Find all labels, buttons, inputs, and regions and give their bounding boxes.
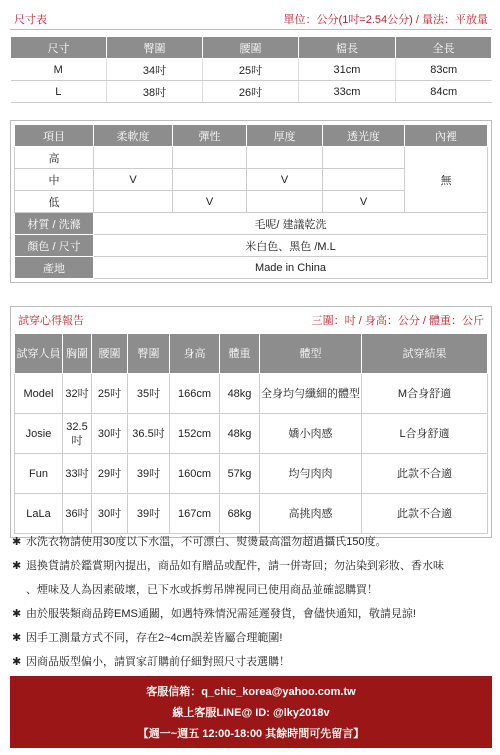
report-cell: 高挑肉感 xyxy=(260,494,362,534)
fabric-cell xyxy=(247,191,323,213)
service-email: 客服信箱：q_chic_korea@yahoo.com.tw xyxy=(146,686,356,698)
size-header-cell: 腰圍 xyxy=(203,37,299,59)
fabric-level-label: 中 xyxy=(15,169,94,191)
size-cell: 34吋 xyxy=(107,59,203,81)
asterisk-icon: ✱ xyxy=(12,536,22,548)
table-row xyxy=(15,374,488,414)
report-cell: 30吋 xyxy=(92,494,128,534)
fabric-cell xyxy=(173,169,247,191)
fabric-header-cell: 內裡 xyxy=(405,125,488,147)
size-cell: 83cm xyxy=(396,59,492,81)
report-cell: 29吋 xyxy=(92,454,128,494)
size-chart-title: 尺寸表 xyxy=(14,13,47,26)
report-cell: 全身均勻纖細的體型 xyxy=(260,374,362,414)
note-text: 由於服裝類商品跨EMS通關，如遇特殊情況需延遲發貨，會儘快通知，敬請見諒! xyxy=(26,608,416,620)
note-text: 因手工測量方式不同，存在2~4cm誤差皆屬合理範圍! xyxy=(26,632,283,644)
fabric-header-cell: 柔軟度 xyxy=(94,125,173,147)
size-header-cell: 臀圍 xyxy=(107,37,203,59)
size-chart-table xyxy=(10,36,492,103)
fabric-cell: V xyxy=(247,169,323,191)
material-value: 毛呢/ 建議乾洗 xyxy=(94,213,488,235)
fabric-section xyxy=(10,120,492,283)
report-cell: 33吋 xyxy=(63,454,92,494)
table-row xyxy=(11,81,492,103)
report-cell: Fun xyxy=(15,454,63,494)
lining-value: 無 xyxy=(405,147,488,213)
size-header-cell: 全長 xyxy=(396,37,492,59)
report-header-cell: 身高 xyxy=(170,334,220,374)
note-text: 退換貨請於鑑賞期內提出，商品如有贈品或配件，請一併寄回；勿沾染到彩妝、香水味 xyxy=(26,560,444,572)
note-text: 水洗衣物請使用30度以下水溫，不可漂白、熨燙最高溫勿超過攝氏150度。 xyxy=(26,536,387,548)
fabric-table xyxy=(14,124,488,279)
report-header-cell: 體重 xyxy=(220,334,260,374)
report-header xyxy=(14,307,488,333)
report-header-cell: 臀圍 xyxy=(128,334,170,374)
asterisk-icon: ✱ xyxy=(12,656,22,668)
size-cell: 84cm xyxy=(396,81,492,103)
size-cell: 25吋 xyxy=(203,59,299,81)
tryon-report-section xyxy=(10,306,492,538)
fabric-level-label: 高 xyxy=(15,147,94,169)
fabric-cell xyxy=(94,191,173,213)
report-table xyxy=(14,333,488,534)
report-cell: 此款不合適 xyxy=(362,494,488,534)
fabric-cell xyxy=(247,147,323,169)
origin-value: Made in China xyxy=(94,257,488,279)
fabric-level-label: 低 xyxy=(15,191,94,213)
report-cell: L合身舒適 xyxy=(362,414,488,454)
note-text: 因商品版型偏小，請買家訂購前仔細對照尺寸表選購！ xyxy=(26,656,290,668)
table-row xyxy=(15,454,488,494)
table-row xyxy=(15,147,488,169)
size-cell: 31cm xyxy=(299,59,396,81)
material-label: 材質 / 洗滌 xyxy=(15,213,94,235)
size-header-cell: 尺寸 xyxy=(11,37,107,59)
list-item xyxy=(12,632,494,645)
report-cell: 25吋 xyxy=(92,374,128,414)
size-cell: 38吋 xyxy=(107,81,203,103)
fabric-cell: V xyxy=(94,169,173,191)
list-item xyxy=(12,536,494,549)
size-cell: L xyxy=(11,81,107,103)
origin-label: 產地 xyxy=(15,257,94,279)
report-header-cell: 體型 xyxy=(260,334,362,374)
report-cell: 均勻肉肉 xyxy=(260,454,362,494)
report-cell: 嬌小肉感 xyxy=(260,414,362,454)
size-cell: M xyxy=(11,59,107,81)
report-title: 試穿心得報告 xyxy=(18,315,84,327)
report-header-cell: 腰圍 xyxy=(92,334,128,374)
asterisk-icon: ✱ xyxy=(12,632,22,644)
report-cell: 68kg xyxy=(220,494,260,534)
fabric-header-cell: 透光度 xyxy=(323,125,405,147)
size-chart-header xyxy=(10,8,492,30)
list-item xyxy=(12,584,494,597)
size-header-cell: 檔長 xyxy=(299,37,396,59)
report-header-cell: 試穿結果 xyxy=(362,334,488,374)
report-cell: M合身舒適 xyxy=(362,374,488,414)
fabric-cell xyxy=(323,147,405,169)
report-cell: 此款不合適 xyxy=(362,454,488,494)
report-cell: 39吋 xyxy=(128,454,170,494)
fabric-cell xyxy=(94,147,173,169)
report-cell: 35吋 xyxy=(128,374,170,414)
report-cell: 152cm xyxy=(170,414,220,454)
size-chart-unit: 單位：公分(1吋=2.54公分) / 量法：平放量 xyxy=(283,13,488,26)
service-hours: 【週一~週五 12:00-18:00 其餘時間可先留言】 xyxy=(137,728,365,740)
report-header-cell: 試穿人員 xyxy=(15,334,63,374)
note-spacer xyxy=(12,584,26,597)
report-cell: 48kg xyxy=(220,414,260,454)
customer-service-banner xyxy=(10,676,492,748)
asterisk-icon: ✱ xyxy=(12,560,22,572)
list-item xyxy=(12,656,494,669)
report-cell: 166cm xyxy=(170,374,220,414)
table-row xyxy=(15,257,488,279)
report-unit: 三圍：吋 / 身高：公分 / 體重：公斤 xyxy=(311,315,484,327)
fabric-header-cell: 彈性 xyxy=(173,125,247,147)
size-chart-section xyxy=(10,8,492,103)
color-size-value: 米白色、黑色 /M.L xyxy=(94,235,488,257)
report-cell: 36吋 xyxy=(63,494,92,534)
report-cell: 48kg xyxy=(220,374,260,414)
report-header-cell: 胸圍 xyxy=(63,334,92,374)
report-cell: 36.5吋 xyxy=(128,414,170,454)
table-row xyxy=(15,414,488,454)
fabric-cell: V xyxy=(323,191,405,213)
fabric-header-cell: 項目 xyxy=(15,125,94,147)
notes-list xyxy=(12,536,494,680)
asterisk-icon: ✱ xyxy=(12,608,22,620)
table-row xyxy=(15,213,488,235)
fabric-cell xyxy=(173,147,247,169)
fabric-header-cell: 厚度 xyxy=(247,125,323,147)
report-cell: 160cm xyxy=(170,454,220,494)
list-item xyxy=(12,608,494,621)
service-line-id: 線上客服LINE@ ID: @lky2018v xyxy=(172,707,330,719)
report-cell: Model xyxy=(15,374,63,414)
table-row xyxy=(11,59,492,81)
size-cell: 26吋 xyxy=(203,81,299,103)
list-item xyxy=(12,560,494,573)
report-cell: 30吋 xyxy=(92,414,128,454)
table-row xyxy=(15,494,488,534)
report-cell: 32吋 xyxy=(63,374,92,414)
report-cell: 32.5吋 xyxy=(63,414,92,454)
color-size-label: 顏色 / 尺寸 xyxy=(15,235,94,257)
table-row xyxy=(15,235,488,257)
report-cell: 39吋 xyxy=(128,494,170,534)
report-cell: 57kg xyxy=(220,454,260,494)
report-cell: Josie xyxy=(15,414,63,454)
fabric-cell: V xyxy=(173,191,247,213)
report-cell: 167cm xyxy=(170,494,220,534)
note-text: 、煙味及人為因素破壞，已下水或拆剪吊牌視同已使用商品並確認購買！ xyxy=(26,584,378,596)
report-cell: LaLa xyxy=(15,494,63,534)
fabric-cell xyxy=(323,169,405,191)
size-cell: 33cm xyxy=(299,81,396,103)
